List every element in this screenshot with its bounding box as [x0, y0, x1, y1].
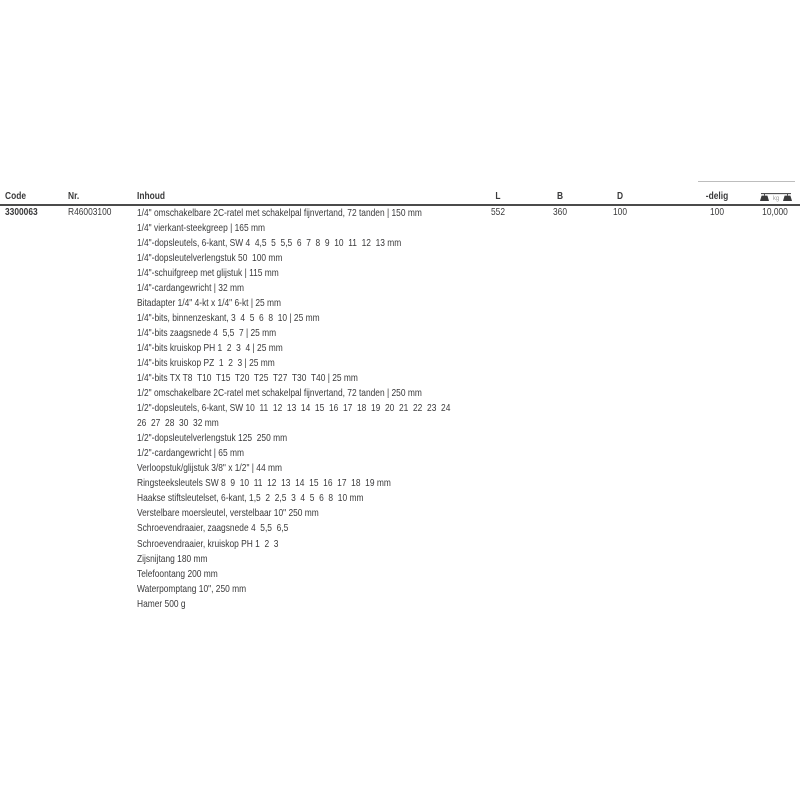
- inhoud-line: 1/4"-bits, binnenzeskant, 3 4 5 6 8 10 | 25 mm: [137, 311, 320, 324]
- inhoud-line: 1/2"-dopsleutels, 6-kant, SW 10 11 12 13 14 15 16 17 18 19 20 21 22 23 24: [137, 402, 451, 415]
- inhoud-line: 1/4"-dopsleutels, 6-kant, SW 4 4,5 5 5,5 6 7 8 9 10 11 12 13 mm: [137, 236, 402, 249]
- inhoud-line: Bitadapter 1/4" 4-kt x 1/4" 6-kt | 25 mm: [137, 296, 282, 309]
- inhoud-line: 1/2"-dopsleutelverlengstuk 125 250 mm: [137, 432, 288, 445]
- column-header-width: B: [556, 190, 564, 202]
- cell-length: 552: [490, 206, 506, 218]
- inhoud-line: 1/4"-bits zaagsnede 4 5,5 7 | 25 mm: [137, 326, 277, 339]
- column-header-code: Code: [5, 190, 26, 202]
- inhoud-line: Haakse stiftsleutelset, 6-kant, 1,5 2 2,5 3 4 5 6 8 10 mm: [137, 492, 364, 505]
- inhoud-line: 1/4"-bits kruiskop PZ 1 2 3 | 25 mm: [137, 356, 275, 369]
- column-header-nr: Nr.: [68, 190, 80, 202]
- kg-icon-label: kg: [772, 196, 780, 202]
- cell-nr: R46003100: [68, 206, 112, 218]
- inhoud-line: Zijsnijtang 180 mm: [137, 552, 208, 565]
- inhoud-line: 1/4" vierkant-steekgreep | 165 mm: [137, 221, 265, 234]
- inhoud-line: Hamer 500 g: [137, 597, 186, 610]
- inhoud-line: 1/4" omschakelbare 2C-ratel met schakelpal fijnvertand, 72 tanden | 150 mm: [137, 206, 422, 219]
- inhoud-line: Verstelbare moersleutel, verstelbaar 10" 250 mm: [137, 507, 319, 520]
- inhoud-content-list: [137, 206, 577, 612]
- inhoud-line: Schroevendraaier, zaagsnede 4 5,5 6,5: [137, 522, 289, 535]
- column-header-inhoud: Inhoud: [137, 190, 165, 202]
- inhoud-line: Waterpomptang 10", 250 mm: [137, 582, 247, 595]
- column-header-delig: -delig: [705, 190, 729, 202]
- inhoud-line: 1/2"-cardangewricht | 65 mm: [137, 447, 244, 460]
- column-header-depth: D: [616, 190, 624, 202]
- cell-code: 3300063: [5, 206, 38, 218]
- inhoud-line: Ringsteeksleutels SW 8 9 10 11 12 13 14 15 16 17 18 19 mm: [137, 477, 391, 490]
- top-right-divider: [698, 181, 795, 182]
- inhoud-line: 1/4"-schuifgreep met glijstuk | 115 mm: [137, 266, 279, 279]
- inhoud-line: 1/2" omschakelbare 2C-ratel met schakelpal fijnvertand, 72 tanden | 250 mm: [137, 387, 422, 400]
- kg-scale-icon: [759, 191, 793, 202]
- inhoud-line: 26 27 28 30 32 mm: [137, 417, 219, 430]
- cell-weight: 10,000: [762, 206, 788, 218]
- cell-depth: 100: [612, 206, 628, 218]
- cell-width: 360: [552, 206, 568, 218]
- inhoud-line: 1/4"-bits kruiskop PH 1 2 3 4 | 25 mm: [137, 341, 283, 354]
- inhoud-line: 1/4"-dopsleutelverlengstuk 50 100 mm: [137, 251, 283, 264]
- column-header-length: L: [495, 190, 501, 202]
- inhoud-line: 1/4"-bits TX T8 T10 T15 T20 T25 T27 T30 T40 | 25 mm: [137, 372, 358, 385]
- inhoud-line: Schroevendraaier, kruiskop PH 1 2 3: [137, 537, 279, 550]
- cell-delig: 100: [709, 206, 725, 218]
- inhoud-line: Telefoontang 200 mm: [137, 567, 218, 580]
- inhoud-line: Verloopstuk/glijstuk 3/8" x 1/2" | 44 mm: [137, 462, 282, 475]
- inhoud-line: 1/4"-cardangewricht | 32 mm: [137, 281, 244, 294]
